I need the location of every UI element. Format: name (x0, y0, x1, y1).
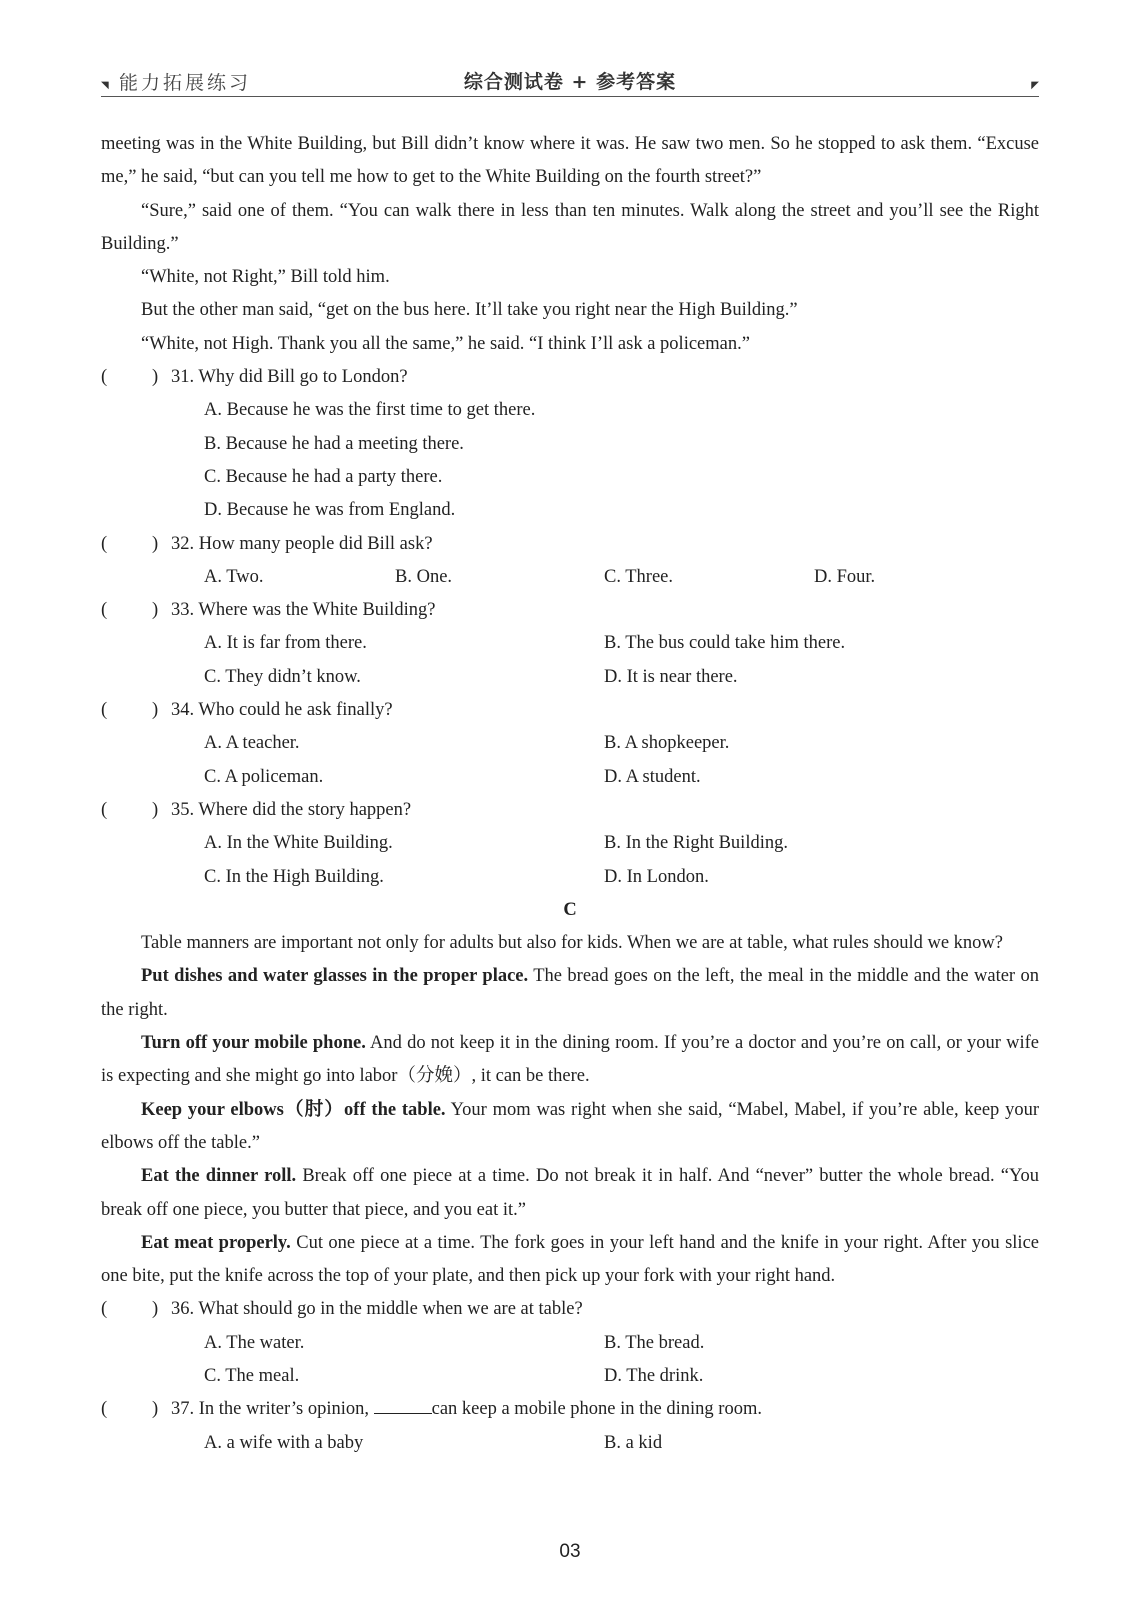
question-text: 35. Where did the story happen? (171, 799, 412, 820)
answer-paren-open: ( (101, 533, 108, 554)
answer-paren-open: ( (101, 700, 108, 721)
answer-paren-close: ) (152, 1299, 159, 1320)
answer-paren-close: ) (152, 799, 159, 820)
option-a: A. A teacher. (204, 733, 300, 754)
option-row (101, 827, 1039, 860)
header-center-title: 综合测试卷 + 参考答案 (463, 71, 677, 93)
passage-b-paragraph: “Sure,” said one of them. “You can walk there in less than ten minutes. Walk along the street and you’ll see the Right Building.” (101, 200, 1039, 254)
option-row (101, 394, 1039, 427)
option-row (101, 494, 1039, 527)
option-a: A. a wife with a baby (204, 1432, 364, 1453)
table-manner-rule (101, 1094, 1039, 1161)
option-c: C. The meal. (204, 1365, 300, 1386)
passage-b-paragraph: meeting was in the White Building, but Bill didn’t know where it was. He saw two men. So he stopped to ask them. “Excuse me,” he said, “but can you tell me how to get to the White Building on the fourth street?” (101, 134, 1039, 188)
option-a: A. Because he was the first time to get there. (204, 400, 536, 421)
rule-heading: Eat meat properly. (141, 1232, 291, 1253)
option-b: B. One. (395, 566, 453, 587)
question-text: 33. Where was the White Building? (171, 600, 436, 621)
answer-paren-open: ( (101, 1299, 108, 1320)
question-31 (101, 361, 1039, 394)
answer-paren-open: ( (101, 600, 108, 621)
rule-heading: Keep your elbows（肘）off the table. (141, 1099, 446, 1120)
rule-heading: Turn off your mobile phone. (141, 1033, 366, 1054)
option-b: B. A shopkeeper. (604, 733, 730, 754)
page-number: 03 (559, 1541, 581, 1562)
answer-paren-close: ) (152, 533, 159, 554)
question-text-before-blank: 37. In the writer’s opinion, (171, 1399, 374, 1420)
answer-paren-open: ( (101, 799, 108, 820)
option-row (101, 627, 1039, 660)
table-manner-rule (101, 1227, 1039, 1294)
option-d: D. Because he was from England. (204, 500, 456, 521)
option-row (101, 861, 1039, 894)
rule-text: Cut one piece at a time. The fork goes in your left hand and the knife in your right. After you slice one bite, put the knife across the top of your plate, and then pick up your fork with your right hand. (101, 1232, 1039, 1287)
rule-text: Break off one piece at a time. Do not break it in half. And “never” butter the whole bread. “You break off one piece, you butter that piece, and you eat it.” (101, 1166, 1039, 1220)
option-row (101, 461, 1039, 494)
question-33 (101, 594, 1039, 627)
option-a: A. Two. (204, 566, 264, 587)
question-text: 36. What should go in the middle when we are at table? (171, 1299, 583, 1320)
table-manner-rule (101, 1027, 1039, 1094)
passage-b-paragraph: But the other man said, “get on the bus here. It’ll take you right near the High Building.” (141, 300, 798, 321)
question-text: 34. Who could he ask finally? (171, 700, 393, 721)
table-manner-rule (101, 960, 1039, 1027)
passage-b-paragraph: “White, not Right,” Bill told him. (141, 267, 390, 288)
option-c: C. A policeman. (204, 766, 324, 787)
passage-b-paragraph: “White, not High. Thank you all the same,” he said. “I think I’ll ask a policeman.” (141, 333, 750, 354)
fill-in-blank (374, 1395, 432, 1414)
option-b: B. a kid (604, 1432, 663, 1453)
option-row (101, 1360, 1039, 1393)
option-d: D. It is near there. (604, 666, 738, 687)
option-c: C. In the High Building. (204, 866, 384, 887)
section-c-intro: Table manners are important not only for adults but also for kids. When we are at table, what rules should we know? (141, 933, 1003, 954)
option-d: D. The drink. (604, 1365, 704, 1386)
question-text (171, 1393, 762, 1426)
option-row (101, 727, 1039, 760)
question-34 (101, 694, 1039, 727)
option-row (101, 1427, 1039, 1460)
option-row (101, 1327, 1039, 1360)
question-37 (101, 1393, 1039, 1426)
rule-text: The bread goes on the left, the meal in the middle and the water on the right. (101, 966, 1040, 1020)
answer-paren-open: ( (101, 367, 108, 388)
option-row (101, 761, 1039, 794)
option-c: C. Because he had a party there. (204, 466, 443, 487)
option-c: C. Three. (604, 566, 674, 587)
answer-paren-open: ( (101, 1399, 108, 1420)
answer-paren-close: ) (152, 367, 159, 388)
answer-paren-close: ) (152, 600, 159, 621)
question-36 (101, 1293, 1039, 1326)
question-text: 32. How many people did Bill ask? (171, 533, 433, 554)
left-corner-marker-icon: ◥ (101, 80, 109, 91)
option-d: D. Four. (814, 566, 876, 587)
answer-paren-close: ) (152, 700, 159, 721)
option-row (101, 428, 1039, 461)
question-35 (101, 794, 1039, 827)
page-content (101, 128, 1039, 1460)
option-row (101, 661, 1039, 694)
option-row (101, 561, 1039, 594)
header-left-title: 能力拓展练习 (119, 72, 252, 94)
table-manner-rule (101, 1160, 1039, 1227)
option-a: A. It is far from there. (204, 633, 367, 654)
question-text-after-blank: can keep a mobile phone in the dining room. (431, 1399, 762, 1420)
rule-heading: Eat the dinner roll. (141, 1166, 297, 1187)
answer-paren-close: ) (152, 1399, 159, 1420)
option-a: A. The water. (204, 1332, 305, 1353)
option-b: B. In the Right Building. (604, 833, 788, 854)
rule-heading: Put dishes and water glasses in the proper place. (141, 966, 529, 987)
page-header (101, 66, 1039, 97)
rule-text: Your mom was right when she said, “Mabel, Mabel, if you’re able, keep your elbows off the table.” (101, 1099, 1040, 1153)
option-b: B. The bus could take him there. (604, 633, 846, 654)
option-c: C. They didn’t know. (204, 666, 361, 687)
section-c-heading: C (563, 899, 577, 920)
question-32 (101, 528, 1039, 561)
rule-text: And do not keep it in the dining room. If you’re a doctor and you’re on call, or your wife is expecting and she might go into labor（分娩）, it can be there. (101, 1033, 1040, 1087)
option-d: D. In London. (604, 866, 709, 887)
option-b: B. The bread. (604, 1332, 705, 1353)
option-a: A. In the White Building. (204, 833, 393, 854)
option-d: D. A student. (604, 766, 701, 787)
option-b: B. Because he had a meeting there. (204, 433, 464, 454)
question-text: 31. Why did Bill go to London? (171, 367, 408, 388)
right-corner-marker-icon: ◤ (1031, 80, 1039, 91)
